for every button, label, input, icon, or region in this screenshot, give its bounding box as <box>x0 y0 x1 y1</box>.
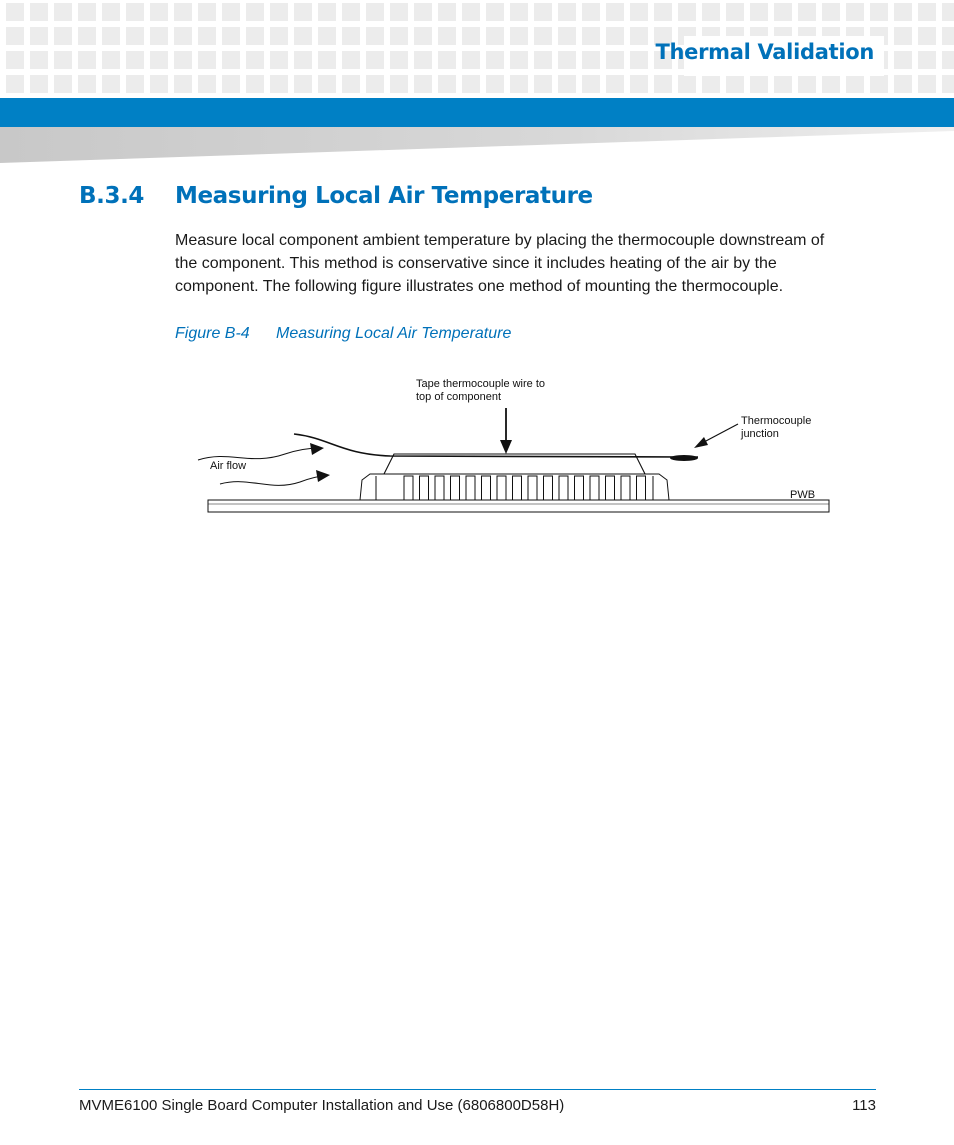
section-heading <box>79 183 593 209</box>
body-paragraph <box>175 229 880 298</box>
junction-arrow <box>694 424 738 448</box>
component-pin <box>575 476 584 500</box>
component-pin <box>606 476 615 500</box>
component-pin <box>590 476 599 500</box>
component-pin <box>513 476 522 500</box>
component-pin <box>559 476 568 500</box>
component-pin <box>497 476 506 500</box>
component-pin <box>451 476 460 500</box>
thermocouple-diagram <box>190 368 840 528</box>
label-tape-line1: Tape thermocouple wire to <box>416 378 546 390</box>
footer-page-number: 113 <box>852 1097 876 1114</box>
component-pin <box>544 476 553 500</box>
diagram-svg <box>190 368 840 528</box>
footer-rule <box>79 1089 876 1090</box>
pwb-board <box>208 500 829 512</box>
header-blue-band <box>0 98 954 127</box>
body-line: component. The following figure illustrates one method of mounting the thermocouple. <box>175 278 784 295</box>
label-junction-line2: junction <box>741 428 779 440</box>
label-airflow: Air flow <box>210 460 247 472</box>
label-tape-line2: top of component <box>416 391 502 403</box>
component-pin <box>621 476 630 500</box>
component-pins <box>404 476 646 500</box>
body-line: Measure local component ambient temperature by placing the thermocouple downstream of <box>175 232 825 249</box>
footer-document-title: MVME6100 Single Board Computer Installation and Use (6806800D58H) <box>79 1097 565 1114</box>
component-pin <box>482 476 491 500</box>
figure-caption <box>175 325 511 343</box>
header-grey-swoosh <box>0 127 954 165</box>
figure-number: Figure B-4 <box>175 325 250 342</box>
component-pin <box>637 476 646 500</box>
component-pin <box>420 476 429 500</box>
tape-arrow <box>500 408 512 454</box>
body-line: the component. This method is conservative since it includes heating of the air by the <box>175 255 777 272</box>
component-pin <box>404 476 413 500</box>
thermocouple-wire <box>294 434 698 461</box>
section-title: Measuring Local Air Temperature <box>175 183 593 209</box>
component-pin <box>466 476 475 500</box>
running-header-title: Thermal Validation <box>655 40 874 64</box>
label-pwb: PWB <box>790 489 816 501</box>
component-pin <box>435 476 444 500</box>
section-number: B.3.4 <box>79 183 145 209</box>
figure-caption-text: Measuring Local Air Temperature <box>276 325 512 342</box>
label-junction-line1: Thermocouple <box>741 415 812 427</box>
component-package <box>348 454 681 500</box>
component-pin <box>528 476 537 500</box>
